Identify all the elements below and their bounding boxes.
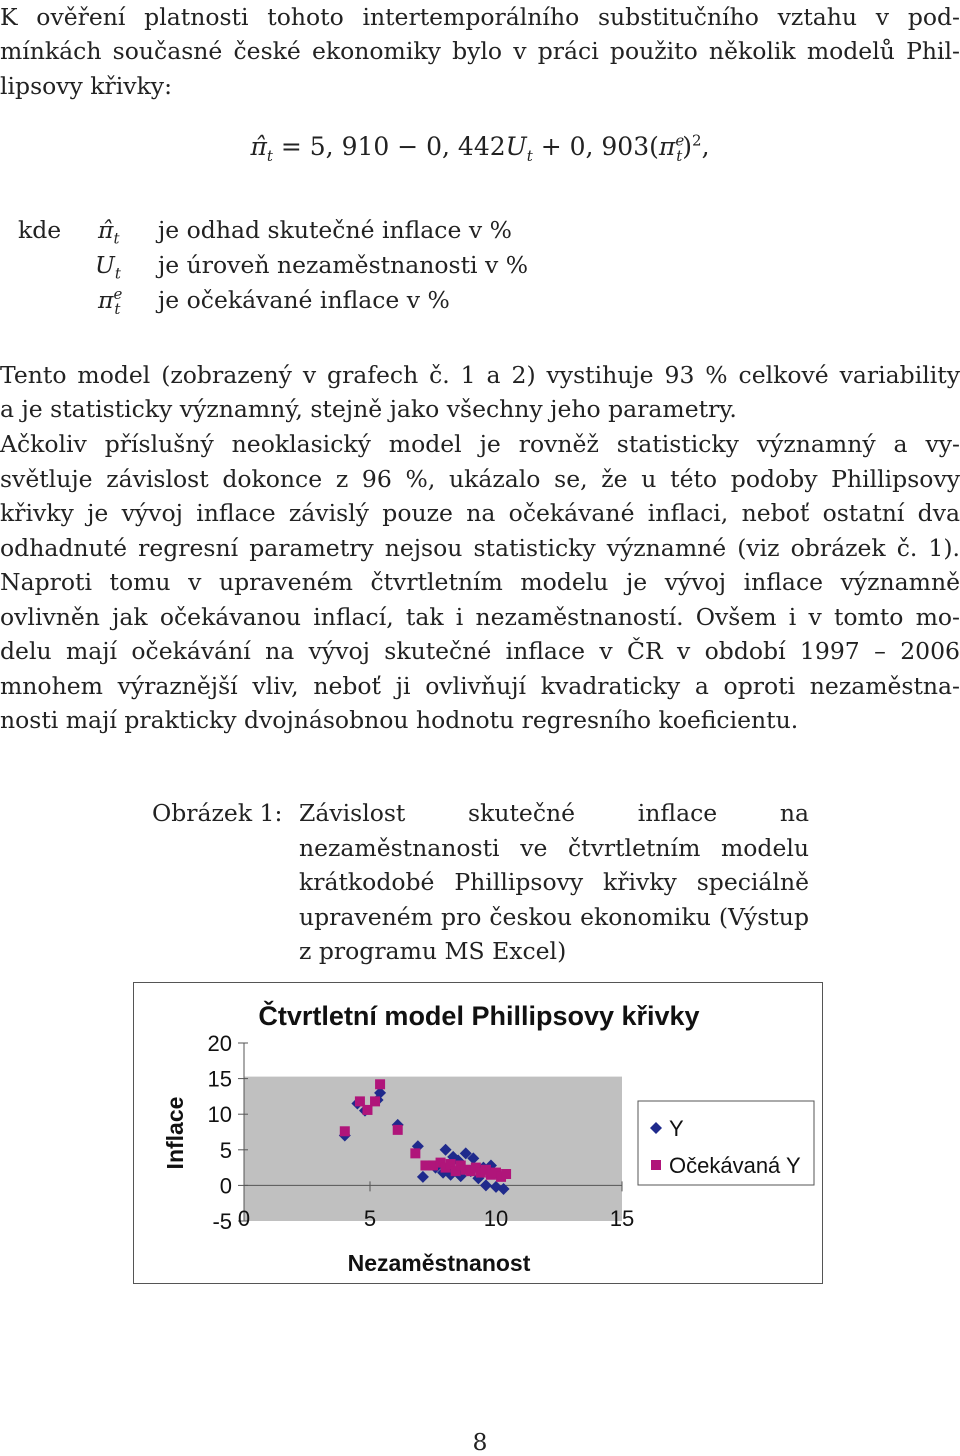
y-tick-label: -5 [212, 1209, 232, 1234]
plot-area [244, 1077, 622, 1221]
def-sym-2: U [95, 251, 115, 279]
para1-line1: K ověření platnosti tohoto intertemporálního substitučního vztahu v pod- [0, 3, 960, 31]
eq-pi-sub: t [676, 147, 683, 165]
para3-line4: odhadnuté regresní parametry nejsou statisticky významné (viz obrázek č. 1). [0, 534, 960, 562]
phillips-equation [0, 131, 960, 165]
x-tick-label: 5 [363, 1206, 377, 1231]
def-sup-3: e [113, 285, 123, 304]
x-axis-label: Nezaměstnanost [347, 1250, 531, 1276]
data-point-expected-y [393, 1125, 403, 1135]
para3-line9: nosti mají prakticky dvojnásobnou hodnotu regresního koeficientu. [0, 706, 799, 734]
para2-line1: Tento model (zobrazený v grafech č. 1 a 2) vystihuje 93 % celkové variability [0, 361, 960, 389]
def-text-3: je očekávané inflace v % [158, 286, 450, 314]
def-text-1: je odhad skutečné inflace v % [158, 216, 512, 244]
x-tick-label: 0 [237, 1206, 251, 1231]
chart-frame [133, 982, 823, 1284]
para3-line5: Naproti tomu v upraveném čtvrtletním modelu je vývoj inflace významně [0, 568, 960, 596]
para1-line3: lipsovy křivky: [0, 72, 173, 100]
para1-line2: mínkách současné české ekonomiky bylo v práci použito několik modelů Phil- [0, 37, 960, 65]
eq-u: U [505, 132, 527, 161]
caption-label: Obrázek 1: [152, 799, 283, 827]
page-number: 8 [472, 1428, 488, 1456]
phillips-curve-chart [134, 983, 822, 1283]
def-sub-2: t [114, 264, 121, 283]
y-tick-label: 15 [207, 1066, 232, 1092]
caption-text: Závislost skutečné inflace na nezaměstnanosti ve čtvrtletním modelu krátkodobé Phillipsovy křivky speciálně upraveném pro českou ekonomiku (Výstup z programu MS Excel) [299, 799, 809, 965]
data-point-expected-y [370, 1096, 380, 1106]
eq-u-sub: t [526, 147, 533, 165]
data-point-expected-y [501, 1169, 511, 1179]
data-point-expected-y [340, 1126, 350, 1136]
eq-lhs-sub: t [266, 147, 273, 165]
para3-line6: ovlivněn jak očekávanou inflací, tak i nezaměstnaností. Ovšem i v tomto mo- [0, 603, 960, 631]
def-text-2: je úroveň nezaměstnanosti v % [158, 251, 529, 279]
def-sym-1: π̂ [98, 216, 114, 244]
data-point-expected-y [375, 1079, 385, 1089]
y-tick-label: 20 [207, 1031, 232, 1056]
def-sub-1: t [113, 229, 120, 248]
y-axis-label: Inflace [162, 1096, 188, 1170]
x-tick-label: 10 [483, 1206, 509, 1231]
eq-pi: π [658, 132, 676, 161]
para3-line1: Ačkoliv příslušný neoklasický model je rovněž statisticky významný a vy- [0, 430, 960, 458]
data-point-expected-y [355, 1096, 365, 1106]
x-tick-label: 15 [609, 1206, 635, 1231]
eq-part1: = 5, 910 − 0, 442 [272, 132, 506, 161]
def-sub-3: t [114, 299, 121, 318]
eq-close: ) [682, 132, 693, 161]
y-tick-label: 10 [207, 1102, 232, 1128]
legend-marker-expected-y [651, 1160, 661, 1170]
eq-comma: , [701, 132, 710, 161]
para3-line7: delu mají očekávání na vývoj skutečné inflace v ČR v období 1997 – 2006 [0, 637, 960, 665]
eq-lhs: π̂ [250, 132, 267, 161]
eq-pi-sup: e [675, 131, 685, 150]
defs-kde: kde [18, 216, 62, 244]
data-point-expected-y [410, 1148, 420, 1158]
para3-line8: mnohem výraznější vliv, neboť ji ovlivňují kvadraticky a oproti nezaměstna- [0, 672, 960, 700]
legend-label: Y [669, 1116, 684, 1141]
para3-line3: křivky je vývoj inflace závislý pouze na očekávané inflaci, neboť ostatní dva [0, 499, 960, 527]
y-tick-label: 5 [219, 1137, 232, 1163]
para2-line2: a je statisticky významný, stejně jako všechny jeho parametry. [0, 395, 737, 423]
para3-line2: světluje závislost dokonce z 96 %, ukázalo se, že u této podoby Phillipsovy [0, 465, 960, 493]
y-tick-label: 0 [219, 1173, 232, 1199]
def-sym-3: π [98, 286, 114, 314]
chart-title: Čtvrtletní model Phillipsovy křivky [258, 1001, 700, 1031]
eq-exp: 2 [692, 131, 702, 150]
legend-label: Očekávaná Y [669, 1153, 801, 1178]
eq-part2: + 0, 903( [532, 132, 659, 161]
data-point-expected-y [362, 1105, 372, 1115]
